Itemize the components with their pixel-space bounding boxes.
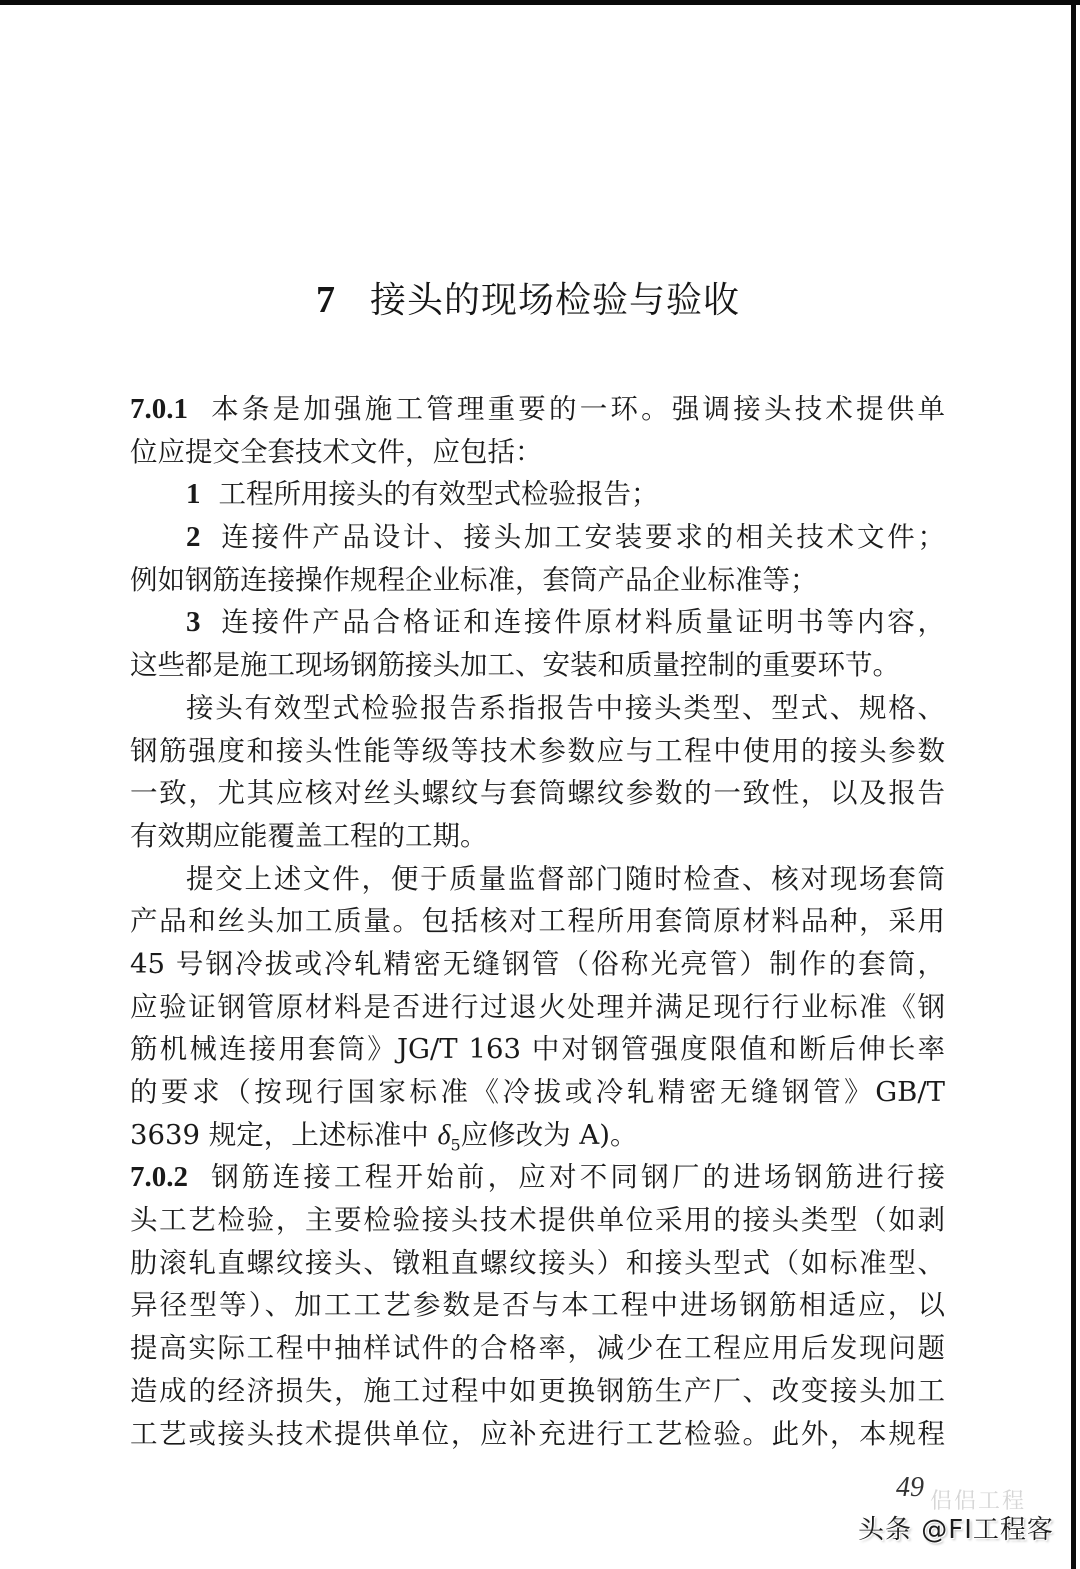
page-top-border bbox=[0, 0, 1080, 5]
text-line bbox=[130, 559, 945, 602]
line-text: 接头有效型式检验报告系指报告中接头类型、型式、规格、 bbox=[186, 691, 945, 724]
line-text: 连接件产品合格证和连接件原材料质量证明书等内容， bbox=[218, 606, 945, 639]
line-text: 例如钢筋连接操作规程企业标准，套筒产品企业标准等； bbox=[130, 563, 818, 596]
text-line bbox=[130, 1284, 945, 1327]
chapter-heading bbox=[316, 272, 740, 323]
line-text: 产品和丝头加工质量。包括核对工程所用套筒原材料品种，采用 bbox=[130, 905, 945, 938]
line-text: 头工艺检验，主要检验接头技术提供单位采用的接头类型（如剥 bbox=[130, 1204, 945, 1237]
clause-number: 7.0.2 bbox=[130, 1161, 188, 1194]
line-text: 异径型等）、加工工艺参数是否与本工程中进场钢筋相适应，以 bbox=[130, 1289, 945, 1322]
line-text: 应验证钢管原材料是否进行过退火处理并满足现行行业标准《钢 bbox=[130, 990, 945, 1023]
text-line bbox=[130, 1114, 945, 1157]
line-text: 这些都是施工现场钢筋接头加工、安装和质量控制的重要环节。 bbox=[130, 649, 900, 682]
page-number: 49 bbox=[896, 1472, 924, 1503]
text-line bbox=[130, 858, 945, 901]
body-text bbox=[130, 388, 945, 1455]
line-text: 提交上述文件，便于质量监督部门随时检查、核对现场套筒 bbox=[186, 862, 945, 895]
line-text: 提高实际工程中抽样试件的合格率，减少在工程应用后发现问题 bbox=[130, 1332, 945, 1365]
item-number: 1 bbox=[186, 478, 201, 511]
text-line bbox=[130, 1028, 945, 1071]
line-text: 肋滚轧直螺纹接头、镦粗直螺纹接头）和接头型式（如标准型、 bbox=[130, 1246, 945, 1279]
text-line bbox=[130, 1071, 945, 1114]
text-line bbox=[130, 943, 945, 986]
line-text: 应修改为 A)。 bbox=[460, 1118, 638, 1151]
text-line bbox=[130, 1242, 945, 1285]
line-text: 45 号钢冷拔或冷轧精密无缝钢管（俗称光亮管）制作的套筒， bbox=[130, 947, 945, 980]
line-text: 造成的经济损失，施工过程中如更换钢筋生产厂、改变接头加工 bbox=[130, 1374, 945, 1407]
watermark: 头条 @FI工程客 bbox=[858, 1515, 1054, 1545]
delta-subscript: 5 bbox=[450, 1135, 461, 1155]
item-number: 3 bbox=[186, 606, 201, 639]
delta-symbol: δ bbox=[437, 1119, 451, 1151]
chapter-title-text: 接头的现场检验与验收 bbox=[370, 280, 741, 321]
text-line bbox=[130, 815, 945, 858]
line-text: 连接件产品设计、接头加工安装要求的相关技术文件； bbox=[218, 521, 945, 554]
clause-number: 7.0.1 bbox=[130, 393, 188, 425]
text-line bbox=[130, 1327, 945, 1370]
line-text: 的要求（按现行国家标准《冷拔或冷轧精密无缝钢管》GB/T bbox=[130, 1076, 945, 1108]
watermark-ghost-text: 侣侣工程 bbox=[930, 1489, 1027, 1514]
line-text: 一致，尤其应核对丝头螺纹与套筒螺纹参数的一致性，以及报告 bbox=[130, 777, 945, 810]
text-line bbox=[130, 1156, 945, 1199]
text-line bbox=[130, 388, 945, 431]
text-line bbox=[130, 1413, 945, 1456]
line-text: 3639 规定，上述标准中 bbox=[130, 1118, 438, 1151]
page-right-border bbox=[1071, 0, 1076, 1569]
line-text: 钢筋连接工程开始前，应对不同钢厂的进场钢筋进行接 bbox=[208, 1161, 945, 1194]
text-line bbox=[130, 431, 945, 474]
text-line bbox=[130, 900, 945, 943]
line-text: 有效期应能覆盖工程的工期。 bbox=[130, 819, 488, 852]
chapter-number: 7 bbox=[316, 279, 336, 321]
text-line bbox=[130, 730, 945, 773]
text-line bbox=[130, 1370, 945, 1413]
text-line bbox=[130, 687, 945, 730]
item-number: 2 bbox=[186, 521, 201, 554]
line-text: 筋机械连接用套筒》JG/T 163 中对钢管强度限值和断后伸长率 bbox=[130, 1033, 945, 1066]
line-text: 工程所用接头的有效型式检验报告； bbox=[218, 478, 659, 511]
text-line bbox=[130, 1199, 945, 1242]
text-line bbox=[130, 986, 945, 1029]
text-line bbox=[130, 644, 945, 687]
list-item bbox=[130, 473, 945, 516]
line-text: 本条是加强施工管理重要的一环。强调接头技术提供单 bbox=[208, 393, 945, 425]
list-item bbox=[130, 601, 945, 644]
line-text: 位应提交全套技术文件，应包括： bbox=[130, 435, 543, 468]
text-line bbox=[130, 772, 945, 815]
line-text: 工艺或接头技术提供单位，应补充进行工艺检验。此外，本规程 bbox=[130, 1417, 945, 1450]
list-item bbox=[130, 516, 945, 559]
line-text: 钢筋强度和接头性能等级等技术参数应与工程中使用的接头参数 bbox=[130, 734, 945, 767]
